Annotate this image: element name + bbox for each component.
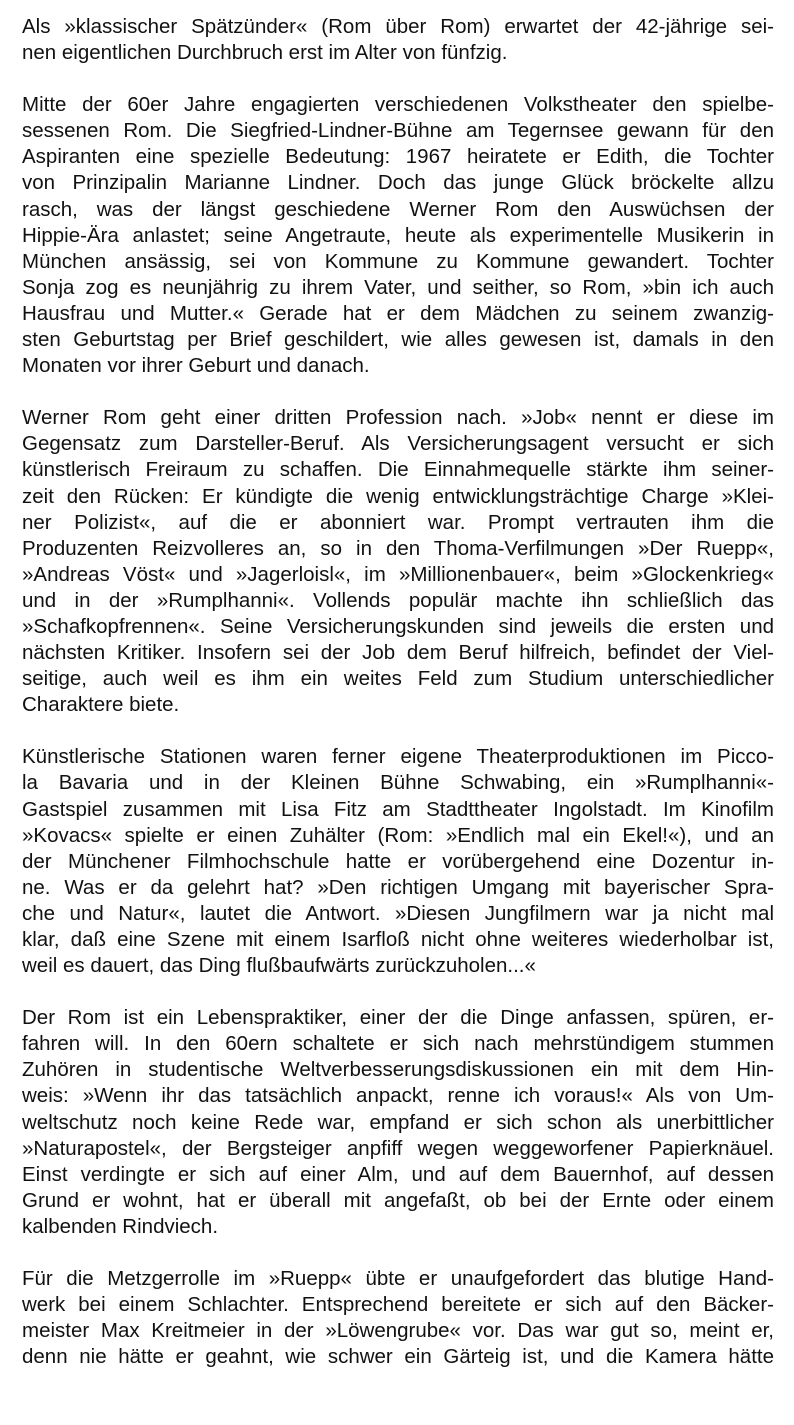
text-line: Monaten vor ihrer Geburt und danach. bbox=[22, 354, 370, 378]
text-line: Werner Rom geht einer dritten Profession nach. »Job« nennt er diese im bbox=[22, 406, 774, 430]
text-line: rasch, was der längst geschiedene Werner Rom den Auswüchsen der bbox=[22, 197, 774, 221]
text-line: Produzenten Reizvolleres an, so in den Thoma-Verfilmungen »Der Ruepp«, bbox=[22, 536, 774, 560]
paragraph-3 bbox=[22, 405, 774, 718]
text-line: Einst verdingte er sich auf einer Alm, und auf dem Bauernhof, auf dessen bbox=[22, 1162, 774, 1186]
paragraph-4 bbox=[22, 744, 774, 979]
paragraph-1 bbox=[22, 14, 774, 66]
text-line: zeit den Rücken: Er kündigte die wenig entwicklungsträchtige Charge »Klei- bbox=[22, 484, 774, 508]
text-line: Hippie-Ära anlastet; seine Angetraute, heute als experimentelle Musikerin in bbox=[22, 223, 774, 247]
text-line: »Kovacs« spielte er einen Zuhälter (Rom: »Endlich mal ein Ekel!«), und an bbox=[22, 823, 774, 847]
paragraph-2 bbox=[22, 92, 774, 379]
text-line: kalbenden Rindviech. bbox=[22, 1214, 219, 1238]
text-line: Mitte der 60er Jahre engagierten verschiedenen Volkstheater den spielbe- bbox=[22, 93, 774, 117]
text-line: la Bavaria und in der Kleinen Bühne Schwabing, ein »Rumplhanni«- bbox=[22, 771, 774, 795]
text-line: che und Natur«, lautet die Antwort. »Diesen Jungfilmern war ja nicht mal bbox=[22, 901, 774, 925]
text-line: fahren will. In den 60ern schaltete er sich nach mehrstündigem stummen bbox=[22, 1032, 774, 1056]
text-line: »Andreas Vöst« und »Jagerloisl«, im »Millionenbauer«, beim »Glockenkrieg« bbox=[22, 562, 774, 586]
text-line: »Naturapostel«, der Bergsteiger anpfiff wegen weggeworfener Papierknäuel. bbox=[22, 1136, 774, 1160]
text-line: von Prinzipalin Marianne Lindner. Doch das junge Glück bröckelte allzu bbox=[22, 171, 774, 195]
text-line: Gegensatz zum Darsteller-Beruf. Als Versicherungsagent versucht er sich bbox=[22, 432, 774, 456]
text-line: Als »klassischer Spätzünder« (Rom über Rom) erwartet der 42-jährige sei- bbox=[22, 15, 774, 38]
paragraph-6 bbox=[22, 1266, 774, 1370]
text-line: Künstlerische Stationen waren ferner eigene Theaterproduktionen im Picco- bbox=[22, 745, 774, 769]
text-line: Zuhören in studentische Weltverbesserungsdiskussionen ein mit dem Hin- bbox=[22, 1058, 774, 1082]
text-line: Sonja zog es neunjährig zu ihrem Vater, und seither, so Rom, »bin ich auch bbox=[22, 275, 774, 299]
text-line: denn nie hätte er geahnt, wie schwer ein Gärteig ist, und die Kamera hätte bbox=[22, 1345, 774, 1369]
text-line: Der Rom ist ein Lebenspraktiker, einer der die Dinge anfassen, spüren, er- bbox=[22, 1006, 774, 1030]
article-page bbox=[22, 14, 774, 1396]
text-line: Grund er wohnt, hat er überall mit angefaßt, ob bei der Ernte oder einem bbox=[22, 1188, 774, 1212]
text-line: München ansässig, sei von Kommune zu Kommune gewandert. Tochter bbox=[22, 249, 774, 273]
text-line: weil es dauert, das Ding flußbaufwärts zurückzuholen...« bbox=[22, 954, 536, 978]
text-line: nächsten Kritiker. Insofern sei der Job dem Beruf hilfreich, befindet der Viel- bbox=[22, 641, 774, 665]
text-line: künstlerisch Freiraum zu schaffen. Die Einnahmequelle stärkte ihm seiner- bbox=[22, 458, 774, 482]
text-line: ner Polizist«, auf die er abonniert war. Prompt vertrauten ihm die bbox=[22, 510, 774, 534]
text-line: weis: »Wenn ihr das tatsächlich anpackt, renne ich voraus!« Als von Um- bbox=[22, 1084, 774, 1108]
text-line: Für die Metzgerrolle im »Ruepp« übte er unaufgefordert das blutige Hand- bbox=[22, 1267, 774, 1291]
text-line: meister Max Kreitmeier in der »Löwengrube« vor. Das war gut so, meint er, bbox=[22, 1319, 774, 1343]
text-line: Gastspiel zusammen mit Lisa Fitz am Stadttheater Ingolstadt. Im Kinofilm bbox=[22, 797, 774, 821]
text-line: klar, daß eine Szene mit einem Isarfloß nicht ohne weiteres wiederholbar ist, bbox=[22, 928, 774, 951]
text-line: sessenen Rom. Die Siegfried-Lindner-Bühne am Tegernsee gewann für den bbox=[22, 119, 774, 143]
text-line: nen eigentlichen Durchbruch erst im Alter von fünfzig. bbox=[22, 41, 508, 65]
text-line: Aspiranten eine spezielle Bedeutung: 1967 heiratete er Edith, die Tochter bbox=[22, 145, 774, 169]
text-line: ne. Was er da gelehrt hat? »Den richtigen Umgang mit bayerischer Spra- bbox=[22, 875, 774, 899]
text-line: der Münchener Filmhochschule hatte er vorübergehend eine Dozentur in- bbox=[22, 849, 774, 873]
text-line: »Schafkopfrennen«. Seine Versicherungskunden sind jeweils die ersten und bbox=[22, 614, 774, 638]
text-line: sten Geburtstag per Brief geschildert, wie alles gewesen ist, damals in den bbox=[22, 328, 774, 352]
text-line: weltschutz noch keine Rede war, empfand er sich schon als unerbittlicher bbox=[22, 1110, 774, 1134]
text-line: und in der »Rumplhanni«. Vollends populär machte ihn schließlich das bbox=[22, 588, 774, 612]
text-line: werk bei einem Schlachter. Entsprechend bereitete er sich auf den Bäcker- bbox=[22, 1293, 774, 1317]
text-line: Hausfrau und Mutter.« Gerade hat er dem Mädchen zu seinem zwanzig- bbox=[22, 301, 774, 325]
text-line: Charaktere biete. bbox=[22, 693, 180, 717]
paragraph-5 bbox=[22, 1005, 774, 1240]
text-line: seitige, auch weil es ihm ein weites Feld zum Studium unterschiedlicher bbox=[22, 667, 774, 691]
